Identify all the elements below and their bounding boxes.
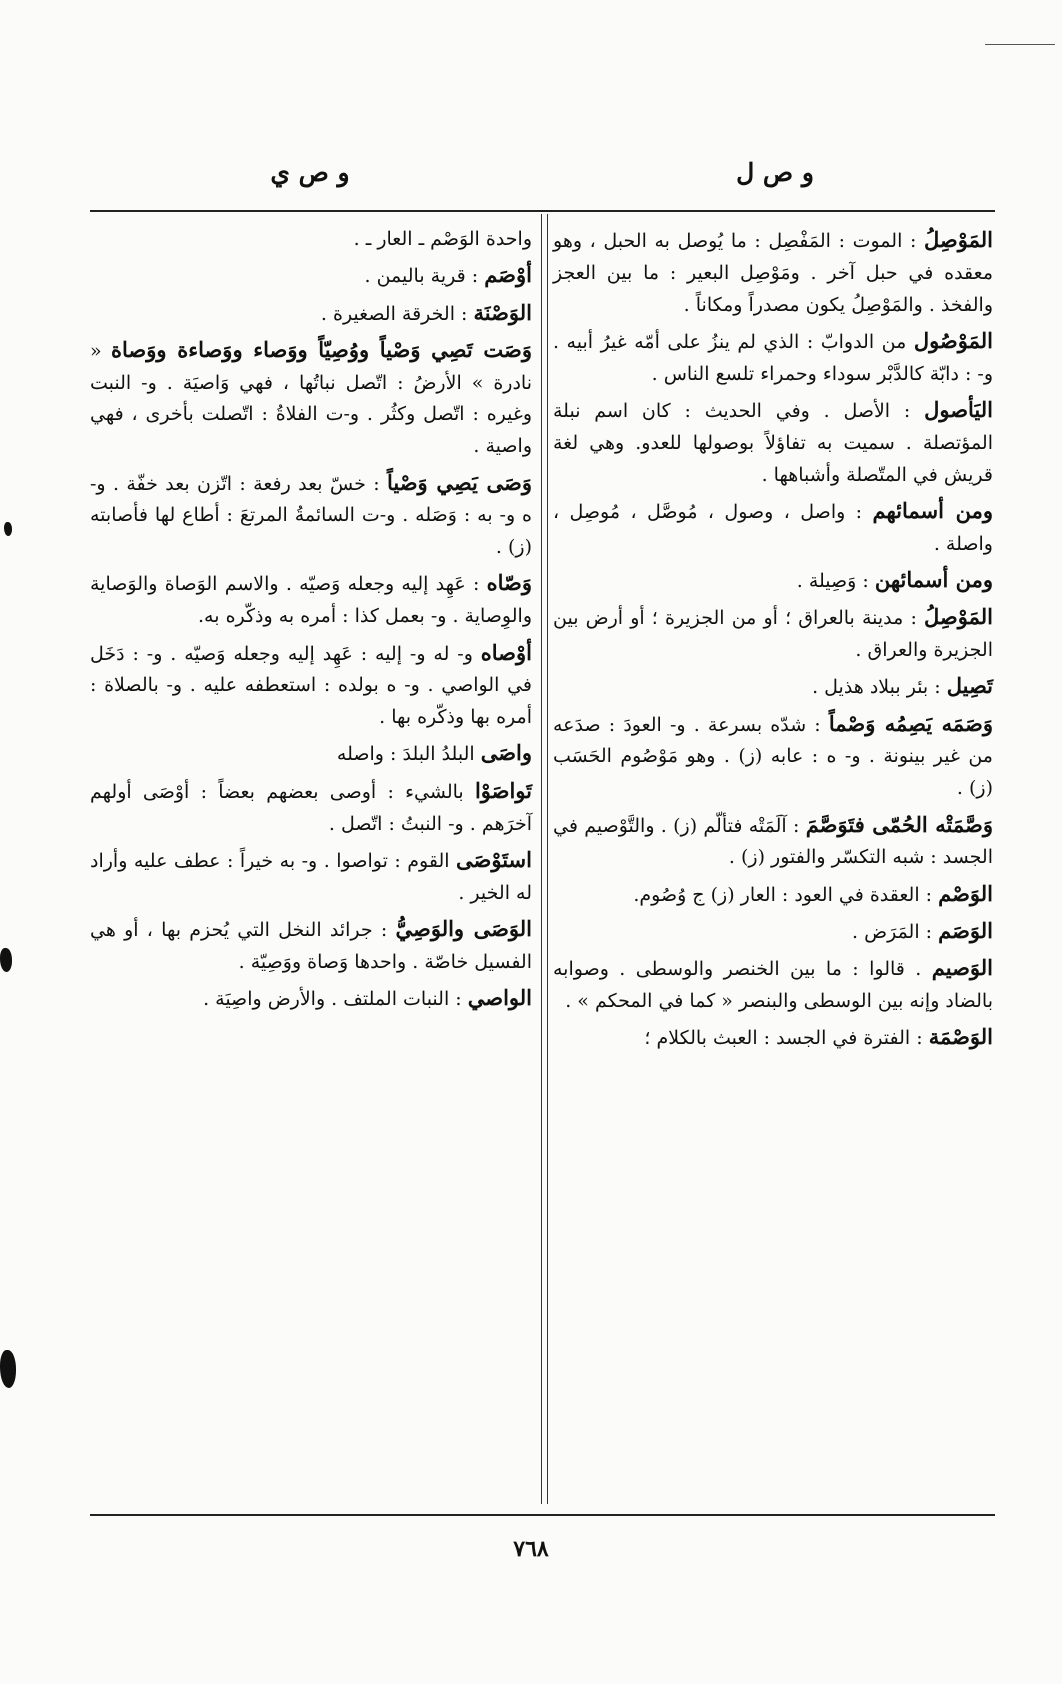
- entry-headword: الوَصْنَة: [473, 299, 532, 325]
- dictionary-entry: [90, 567, 532, 633]
- entry-definition: البلدُ البلدَ : واصله: [336, 743, 475, 766]
- dictionary-entry: [90, 844, 532, 910]
- column-divider: [541, 214, 548, 1504]
- entry-headword: الوَصْم: [938, 880, 993, 906]
- dictionary-entry: [90, 775, 532, 841]
- dictionary-entry: [553, 1021, 993, 1055]
- entry-headword: أوْصاه: [480, 639, 532, 665]
- entry-definition: : مدينة بالعراق ؛ أو من الجزيرة ؛ أو أرض بين الجزيرة والعراق .: [553, 607, 993, 662]
- entry-definition: : النبات الملتف . والأرض واصِيَة .: [203, 988, 462, 1011]
- entry-definition: « نادرة » الأرضُ : اتّصل نباتُها ، فهي وَاصيَة . و- النبت وغيره : اتّصل وكثُر . و-ت الفلاةُ : اتّصلت بأخرى ، فهي واصية .: [90, 339, 532, 458]
- right-column: [553, 224, 993, 1059]
- entry-definition: : عَهِد إليه وجعله وَصيّه . والاسم الوَصاة والوَصاية والوِصاية . و- بعمل كذا : أمره به وذكّره به.: [90, 573, 532, 628]
- dictionary-entry: [90, 297, 532, 331]
- dictionary-entry: [90, 982, 532, 1016]
- corner-rule: [985, 44, 1055, 45]
- entry-definition: : العقدة في العود : العار (ز) ج وُصُوم.: [633, 883, 933, 906]
- dictionary-entry: [553, 394, 993, 491]
- entry-headword: الوَصَى والوَصِيُّ: [395, 915, 533, 941]
- entry-headword: تَواصَوْا: [474, 777, 533, 803]
- dictionary-entry: [90, 224, 532, 256]
- entry-definition: من الدوابّ : الذي لم ينزُ على أمّه غيرُ أبيه . و- : دابّة كالدَّبْر سوداء وحمراء تلسع الناس .: [553, 330, 993, 385]
- entry-headword: وَصَّمَتْه الحُمّى فتَوَصَّمَ: [805, 811, 993, 837]
- entry-definition: بالشيء : أوصى بعضهم بعضاً : أوْصَى أولهم آخرَهم . و- النبتُ : اتّصل .: [90, 780, 532, 835]
- dictionary-entry: [90, 637, 532, 734]
- entry-definition: القوم : تواصوا . و- به خيراً : عطف عليه وأراد له الخير .: [90, 849, 532, 904]
- entry-headword: ومن أسمائهن: [874, 566, 993, 592]
- entry-definition: : قرية باليمن .: [364, 265, 479, 288]
- dictionary-entry: [90, 467, 532, 564]
- entry-definition: : بئر ببلاد هذيل .: [812, 676, 941, 699]
- top-rule: [90, 210, 995, 212]
- dictionary-entry: [553, 915, 993, 949]
- dictionary-entry: [553, 878, 993, 912]
- dictionary-entry: [553, 708, 993, 805]
- entry-headword: اليَأصول: [924, 396, 993, 422]
- entry-definition: : الموت : المَفْصِل : ما يُوصل به الحبل ، وهو معقده في حبل آخر . ومَوْصِل البعير : ما بين العجز والفخذ . والمَوْصِلُ يكون مصدراً ومكاناً .: [553, 230, 993, 316]
- entry-definition: : واصل ، وصول ، مُوصَّل ، مُوصِل ، واصلة .: [553, 500, 993, 555]
- dictionary-entry: [90, 913, 532, 979]
- entry-headword: ومن أسمائهم: [872, 497, 994, 523]
- entry-headword: استَوْصَى: [456, 846, 532, 872]
- entry-definition: واحدة الوَصْم ـ العار ـ .: [353, 228, 532, 250]
- bottom-rule: [90, 1514, 995, 1516]
- left-column-root: و ص ي: [270, 158, 350, 187]
- entry-definition: : المَرَض .: [852, 920, 933, 943]
- entry-headword: الوَصيم: [931, 955, 993, 981]
- left-column: [90, 224, 532, 1019]
- dictionary-entry: [90, 259, 532, 293]
- page-number: ٧٦٨: [513, 1536, 549, 1562]
- dictionary-entry: [553, 952, 993, 1018]
- entry-definition: : خسّ بعد رفعة : اتّزن بعد خفّة . و- ه و- به : وَصَله . و-ت السائمةُ المرتعَ : أطاع لها فأصابته (ز) .: [90, 472, 532, 559]
- entry-headword: المَوْصِلُ: [924, 227, 993, 252]
- entry-headword: الواصي: [467, 985, 532, 1011]
- scan-mark: [4, 522, 12, 536]
- dictionary-entry: [553, 325, 993, 391]
- entry-definition: : الفترة في الجسد : العبث بالكلام ؛: [644, 1027, 923, 1050]
- entry-headword: واصَى: [480, 740, 532, 766]
- column-headers: [90, 158, 995, 198]
- entry-headword: وَصَت تَصِي وَصْياً ووُصِيّاً ووَصاء ووَصاءة ووَصاة: [111, 336, 532, 362]
- dictionary-entry: [553, 495, 993, 561]
- dictionary-entry: [553, 564, 993, 598]
- entry-definition: : الخرقة الصغيرة .: [320, 302, 468, 325]
- entry-headword: المَوْصُول: [913, 327, 993, 353]
- entry-definition: و- له و- إليه : عَهِد إليه وجعله وَصيّه . و- : دَخَل في الواصي . و- ه بولده : استعطفه عليه . و- بالصلاة : أمره بها وذكّره بها .: [90, 642, 532, 729]
- entry-definition: : آلَمَتْه فتألّم (ز) . والتَّوْصيم في الجسد : شبه التكسّر والفتور (ز) .: [553, 814, 993, 869]
- dictionary-entry: [553, 224, 993, 321]
- entry-definition: : شدّه بسرعة . و- العودَ : صدَعه من غير بينونة . و- ه : عابه (ز) . وهو مَوْصُوم الحَسَب (ز) .: [553, 713, 993, 800]
- entry-headword: تَصِيل: [946, 673, 993, 699]
- entry-definition: : وَصِيلة .: [796, 569, 869, 592]
- entry-headword: المَوْصِلُ: [924, 604, 993, 630]
- dictionary-entry: [553, 670, 993, 704]
- right-column-root: و ص ل: [736, 158, 814, 187]
- dictionary-entry: [553, 601, 993, 667]
- entry-headword: الوَصَم: [938, 917, 993, 943]
- scan-mark: [0, 1350, 16, 1388]
- entry-definition: : جرائد النخل التي يُحزم بها ، أو هي الفسيل خاصّة . واحدها وَصاة ووَصِيّة .: [90, 918, 532, 973]
- entry-definition: . قالوا : ما بين الخنصر والوسطى . وصوابه بالضاد وإنه بين الوسطى والبنصر « كما في المحكم » .: [553, 958, 993, 1013]
- dictionary-entry: [90, 334, 532, 463]
- dictionary-entry: [553, 809, 993, 875]
- entry-headword: الوَصْمَة: [928, 1024, 993, 1050]
- entry-headword: وَصَمَه يَصِمُه وَصْماً: [828, 710, 993, 736]
- dictionary-entry: [90, 737, 532, 771]
- entry-headword: أوْصَم: [484, 262, 532, 288]
- entry-definition: : الأصل . وفي الحديث : كان اسم نبلة المؤتصلة . سميت به تفاؤلاً بوصولها للعدو. وهي لغة قريش في المتّصلة وأشباهها .: [553, 399, 993, 486]
- entry-headword: وَصّاه: [486, 570, 532, 596]
- scan-mark: [0, 948, 12, 972]
- entry-headword: وَصَى يَصِي وَصْياً: [386, 469, 532, 495]
